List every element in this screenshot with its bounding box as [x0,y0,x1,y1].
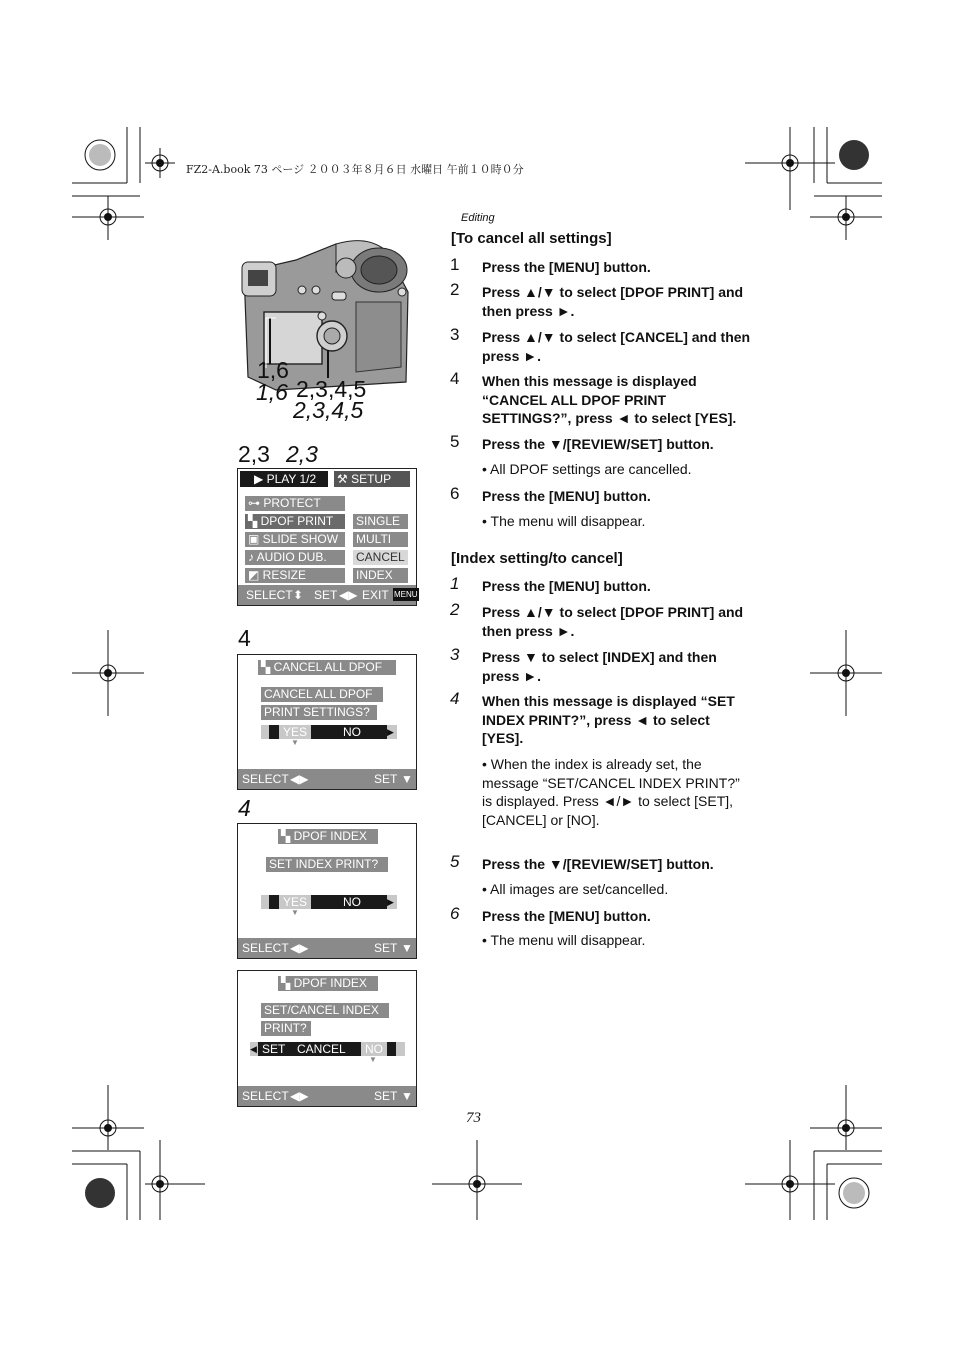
right-arrow-icon: ▶ [387,725,397,739]
cancel-message-line1: CANCEL ALL DPOF [261,687,383,702]
microphone-icon: ♪ [248,550,257,564]
setcancel-message-line2: PRINT? [261,1021,311,1036]
cancel-message-line2: PRINT SETTINGS? [261,705,377,720]
yes-no-selector [263,725,395,739]
index-step-1: 1 Press the [MENU] button. [450,574,651,594]
index-step-label: 4 [238,795,251,821]
index-step-6: 6 Press the [MENU] button. [450,904,651,924]
menu-item-resize: ◩ RESIZE [245,568,345,583]
menu-item-audio-dub: ♪ AUDIO DUB. [245,550,345,565]
cancel-screen-title: ▚ CANCEL ALL DPOF [258,660,396,675]
cancel-footer: SELECT ◀▶ SET ▼ [238,769,416,789]
yes-option: YES [279,895,311,909]
index-step-6-note: • The menu will disappear. [482,932,646,948]
index-screen-title: ▚ DPOF INDEX [278,829,378,844]
set-index-screen [237,823,417,959]
index-step-4: 4 When this message is displayed “SET INDEX PRINT?”, press ◄ to select [YES]. [450,689,735,746]
section-label: Editing [461,212,495,224]
play-icon: ▶ [254,472,267,486]
resize-icon: ◩ [248,568,263,582]
print-header: FZ2-A.book 73 ページ ２００３年８月６日 水曜日 午前１０時０分 [186,163,524,176]
cancel-option: CANCEL [297,1042,346,1056]
no-option: NO [361,1042,387,1056]
menu-item-dpof-print: ▚ DPOF PRINT [245,514,345,529]
cancel-all-screen [237,654,417,790]
cancel-step-4: 4 When this message is displayed “CANCEL ALL DPOF PRINT SETTINGS?”, press ◄ to select [YES]. [450,369,737,426]
set-cancel-no-selector [250,1042,405,1056]
tab-setup: ⚒ SETUP [334,471,410,487]
print-icon: ▚ [281,976,294,990]
index-step-2: 2 Press ▲/▼ to select [DPOF PRINT] and then press ►. [450,600,744,639]
right-arrow-icon: ▶ [387,895,397,909]
cancel-step-1: 1 Press the [MENU] button. [450,255,651,275]
slideshow-icon: ▣ [248,532,263,546]
set-option: SET [262,1042,286,1056]
no-option: NO [343,895,361,909]
cancel-step-3: 3 Press ▲/▼ to select [CANCEL] and then press ►. [450,325,751,364]
camera-label-step-2-5: 2,3,4,5 [296,376,367,402]
left-right-icon: ◀▶ [290,772,309,786]
down-arrow-icon: ▼ [401,1089,413,1103]
index-step-4-note: • When the index is already set, the message “SET/CANCEL INDEX PRINT?” is displayed. Press ◄/► to select [SET], [CANCEL] or [NO]. [482,756,740,828]
cancel-step-6-note: • The menu will disappear. [482,513,646,529]
key-icon: ⊶ [248,496,264,510]
camera-label-step-1-6-italic: 1,6 [256,379,288,405]
wrench-icon: ⚒ [337,472,352,486]
cancel-step-5: 5 Press the ▼/[REVIEW/SET] button. [450,432,714,452]
option-index: INDEX [353,568,408,583]
option-single: SINGLE [353,514,408,529]
left-right-icon: ◀▶ [290,941,309,955]
page-number: 73 [466,1110,481,1126]
index-heading: [Index setting/to cancel] [451,550,623,567]
index-step-5: 5 Press the ▼/[REVIEW/SET] button. [450,852,714,872]
down-arrow-icon: ▼ [401,941,413,955]
menu-step-label: 2,3 [238,441,270,467]
index-message-line1: SET INDEX PRINT? [266,857,388,872]
down-arrow-icon: ▼ [291,908,299,917]
set-cancel-index-screen [237,970,417,1107]
left-arrow-icon: ◀ [250,1044,257,1054]
menu-item-slide-show: ▣ SLIDE SHOW [245,532,345,547]
cancel-all-heading: [To cancel all settings] [451,230,612,247]
menu-screen [237,468,417,606]
menu-item-protect: ⊶ PROTECT [245,496,345,511]
cancel-step-6: 6 Press the [MENU] button. [450,484,651,504]
cancel-step-2: 2 Press ▲/▼ to select [DPOF PRINT] and then press ►. [450,280,744,319]
left-right-icon: ◀▶ [290,1089,309,1103]
down-arrow-icon: ▼ [369,1055,377,1064]
setcancel-footer: SELECT ◀▶ SET ▼ [238,1086,416,1106]
down-arrow-icon: ▼ [401,772,413,786]
setcancel-screen-title: ▚ DPOF INDEX [278,976,378,991]
option-cancel: CANCEL [353,550,408,565]
down-arrow-icon: ▼ [291,738,299,747]
left-right-icon: ◀▶ [339,588,358,602]
index-step-3: 3 Press ▼ to select [INDEX] and then press ►. [450,645,717,684]
up-down-icon: ⬍ [293,588,304,602]
no-option: NO [343,725,361,739]
menu-footer: SELECT ⬍ SET ◀▶ EXIT MENU [238,585,416,605]
cancel-step-label: 4 [238,625,251,651]
print-icon: ▚ [281,829,294,843]
yes-no-selector [263,895,395,909]
print-icon: ▚ [248,514,261,528]
yes-option: YES [279,725,311,739]
cancel-step-5-note: • All DPOF settings are cancelled. [482,461,692,477]
setcancel-message-line1: SET/CANCEL INDEX [261,1003,389,1018]
option-multi: MULTI [353,532,408,547]
index-footer: SELECT ◀▶ SET ▼ [238,938,416,958]
menu-badge: MENU [394,590,418,599]
tab-play: ▶ PLAY 1/2 [240,471,328,487]
index-step-5-note: • All images are set/cancelled. [482,881,669,897]
menu-step-label-italic: 2,3 [286,441,318,467]
camera-label-step-1-6: 1,6 [257,357,289,383]
camera-label-step-2-5-italic: 2,3,4,5 [293,397,364,423]
print-icon: ▚ [261,660,274,674]
